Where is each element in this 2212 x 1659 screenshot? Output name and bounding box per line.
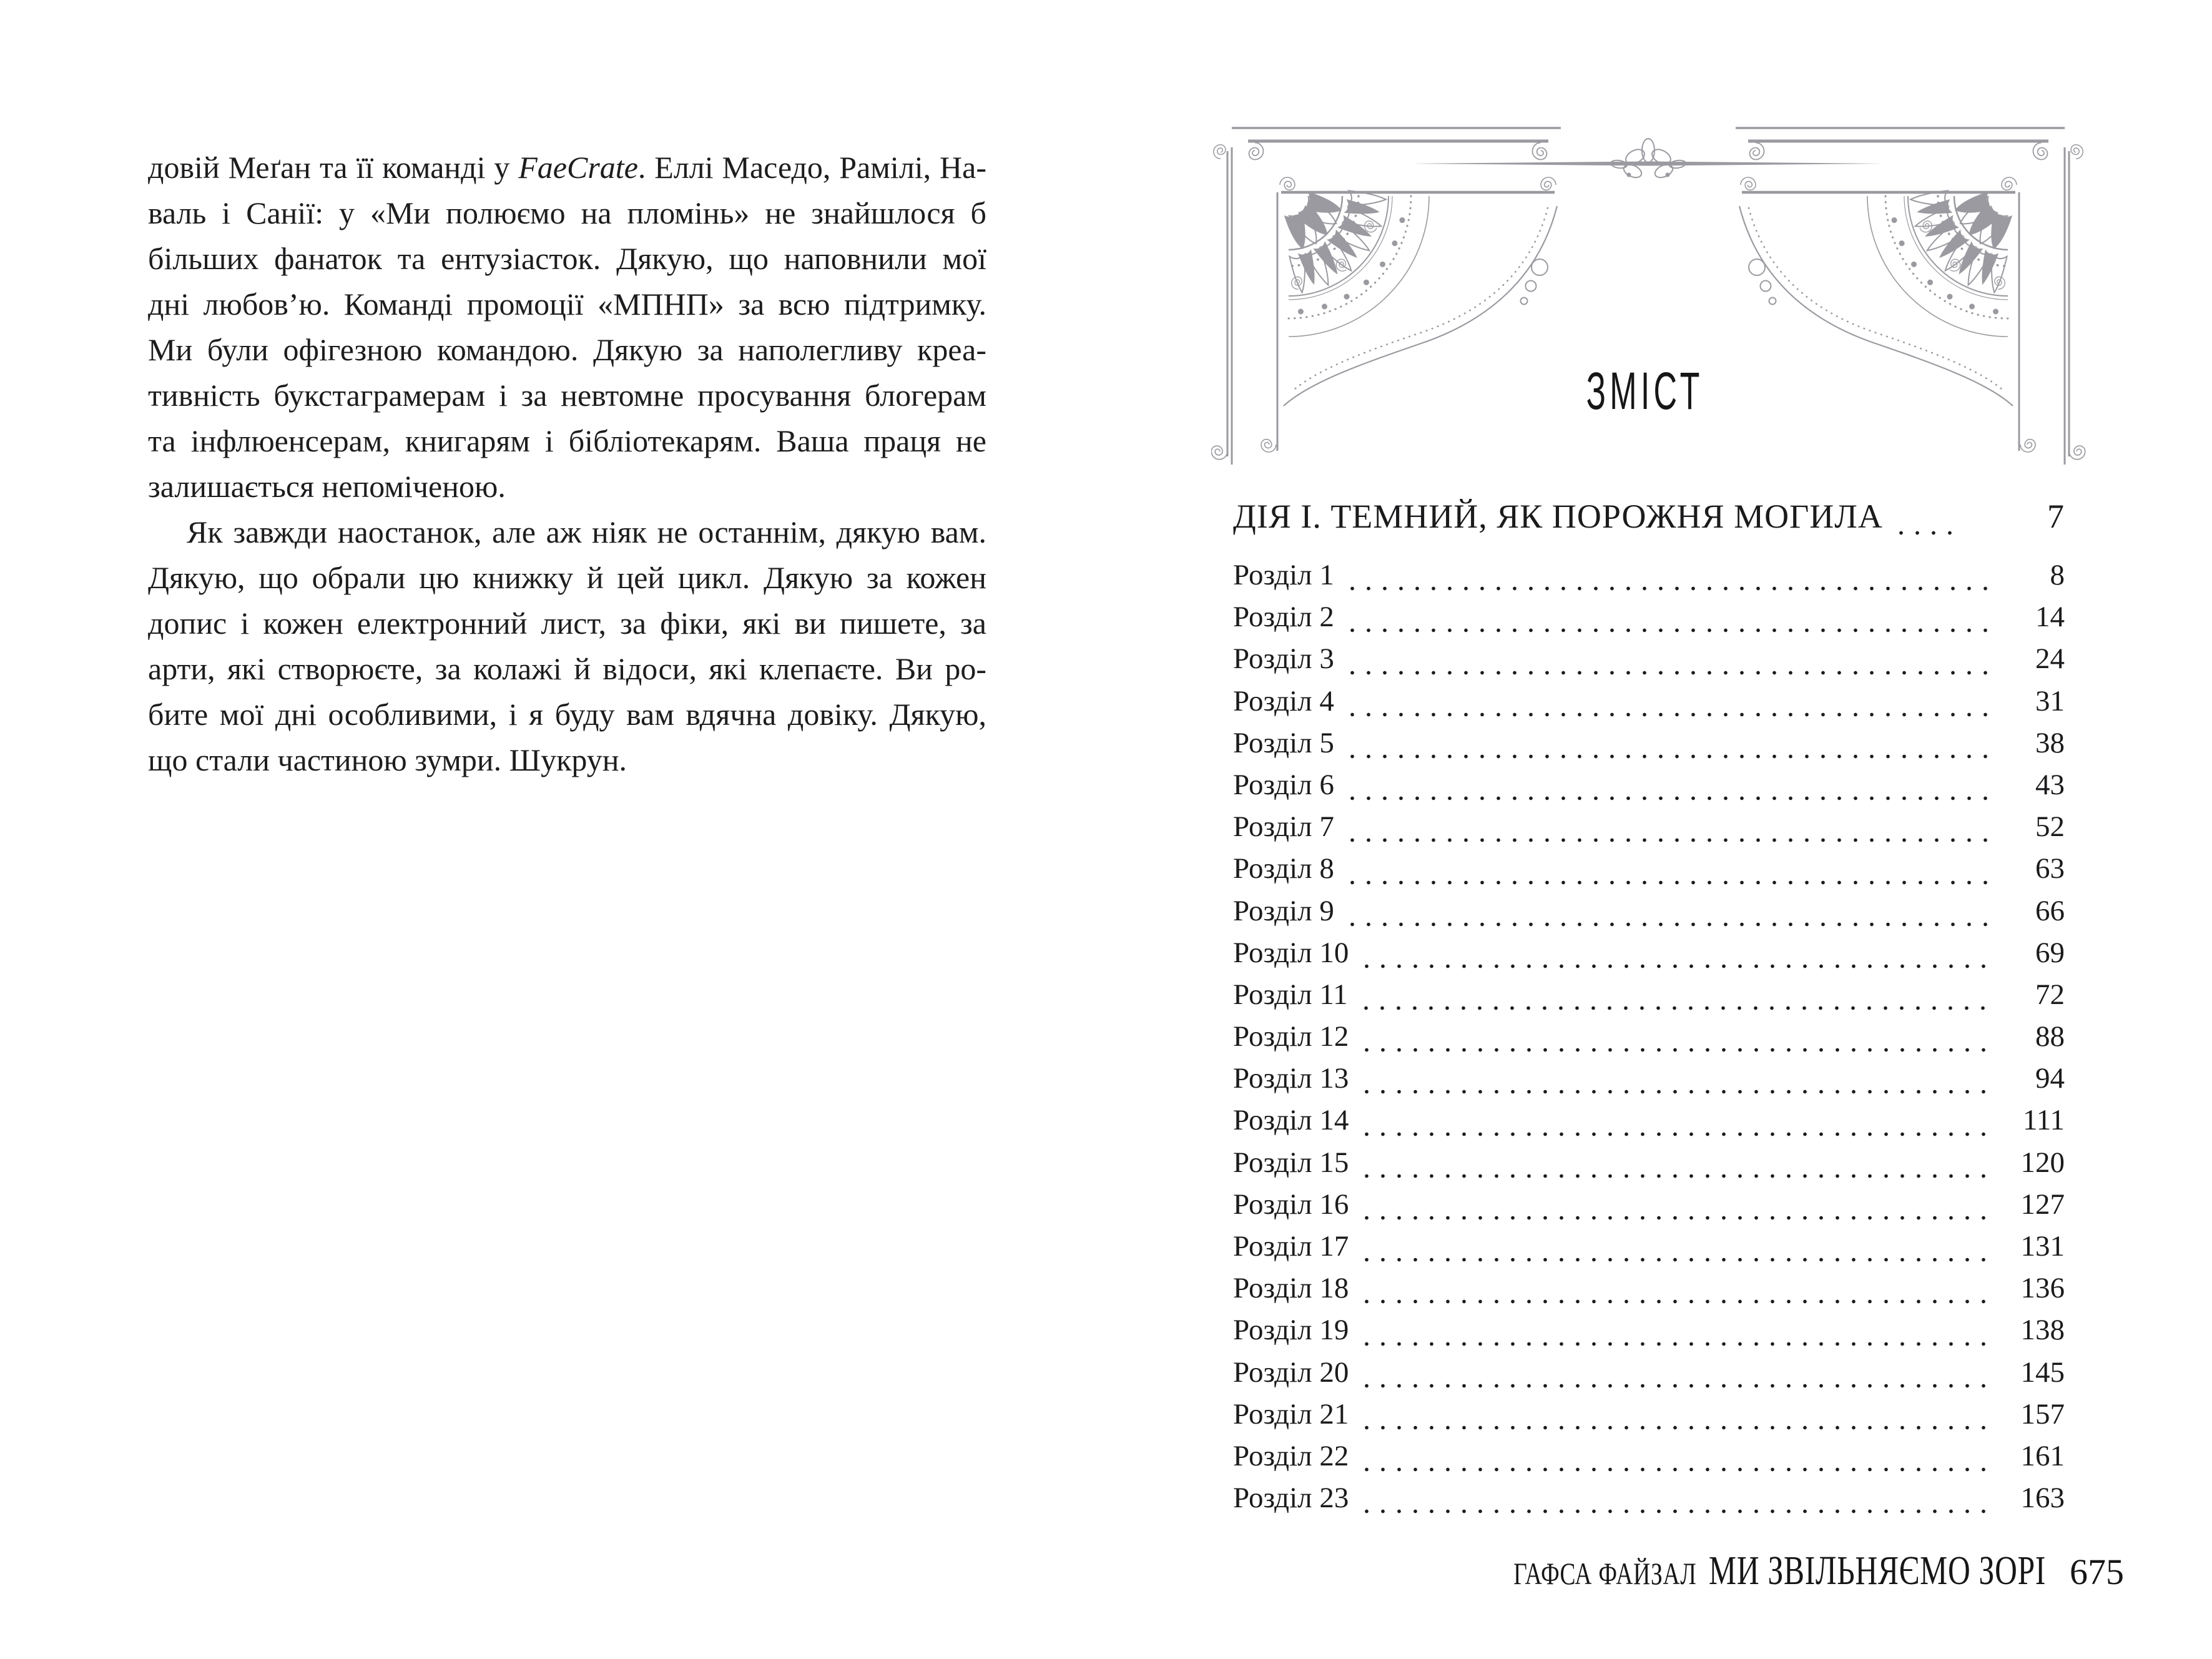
dot-leader xyxy=(1359,1216,1990,1220)
toc-entry xyxy=(1233,726,2065,768)
toc-entry-page: 157 xyxy=(2020,1397,2065,1430)
frame-left-half xyxy=(1211,128,1561,465)
toc-entry-page: 131 xyxy=(2020,1230,2065,1263)
toc-entry-page: 52 xyxy=(2035,810,2065,844)
text-line: залишається непоміченою. xyxy=(148,469,506,504)
toc-entry-page: 161 xyxy=(2020,1439,2065,1472)
toc-entry xyxy=(1233,1481,2065,1523)
toc-entry-page: 63 xyxy=(2035,852,2065,885)
toc-entry-page: 127 xyxy=(2020,1188,2065,1221)
text-line: валь і Санії: у «Ми полюємо на пломінь» не знайшлося б xyxy=(148,195,986,230)
dot-leader xyxy=(1893,531,1962,535)
page-number: 675 xyxy=(2070,1552,2124,1592)
toc-entry xyxy=(1233,894,2065,936)
toc-entry-page: 69 xyxy=(2035,936,2065,969)
text-run: довій Меґан та її команді у xyxy=(148,150,519,185)
toc-entry-label: Розділ 8 xyxy=(1233,852,1334,885)
toc-entry-label: Розділ 2 xyxy=(1233,601,1334,634)
dot-leader xyxy=(1344,838,1990,842)
dot-leader xyxy=(1344,796,1990,800)
dot-leader xyxy=(1359,1425,1990,1430)
text-line: та інфлюенсерам, книгарям і бібліотекарям. Ваша праця не xyxy=(148,423,986,458)
toc-entry-page: 72 xyxy=(2035,978,2065,1011)
toc-entry-label: Розділ 4 xyxy=(1233,684,1334,717)
text-line: арти, які створюєте, за колажі й відоси, які клепаєте. Ви ро- xyxy=(148,651,986,686)
text-line: Дякую, що обрали цю книжку й цей цикл. Дякую за кожен xyxy=(148,560,986,595)
text-run-italic: FaeCrate xyxy=(518,150,638,185)
toc-part-page: 7 xyxy=(2047,498,2065,535)
dot-leader xyxy=(1359,1132,1990,1136)
toc-entry-page: 38 xyxy=(2035,726,2065,759)
dot-leader xyxy=(1359,1384,1990,1388)
toc-entry xyxy=(1233,558,2065,600)
toc-entry-label: Розділ 23 xyxy=(1233,1482,1349,1515)
toc-entry xyxy=(1233,1188,2065,1229)
toc-entry-label: Розділ 10 xyxy=(1233,936,1349,969)
running-footer xyxy=(1336,1547,2124,1595)
toc-entry xyxy=(1233,1313,2065,1355)
toc-entry xyxy=(1233,978,2065,1020)
toc-entry xyxy=(1233,600,2065,642)
toc-entry-page: 43 xyxy=(2035,768,2065,801)
dot-leader xyxy=(1359,1509,1990,1514)
toc-entry-page: 138 xyxy=(2020,1314,2065,1347)
toc-entry-label: Розділ 3 xyxy=(1233,642,1334,676)
toc-entry xyxy=(1233,1356,2065,1397)
toc-entry xyxy=(1233,1271,2065,1313)
text-line: що стали частиною зумри. Шукрун. xyxy=(148,742,627,777)
dot-leader xyxy=(1359,1467,1990,1472)
toc-entry-page: 88 xyxy=(2035,1020,2065,1053)
toc-entry-page: 24 xyxy=(2035,642,2065,676)
toc-entry xyxy=(1233,1020,2065,1061)
toc-entry xyxy=(1233,1229,2065,1271)
toc-entry-page: 31 xyxy=(2035,684,2065,717)
dot-leader xyxy=(1359,1048,1990,1052)
toc-entry-label: Розділ 9 xyxy=(1233,894,1334,927)
toc-part-label: ДІЯ І. ТЕМНИЙ, ЯК ПОРОЖНЯ МОГИЛА xyxy=(1233,498,1883,535)
dot-leader xyxy=(1344,628,1990,633)
running-footer-titles xyxy=(1513,1547,2046,1595)
text-line: дні любов’ю. Команді промоції «МПНП» за всю підтримку. xyxy=(148,287,986,322)
author-name: ГАФСА ФАЙЗАЛ xyxy=(1513,1556,1697,1591)
dot-leader xyxy=(1358,1006,1990,1010)
toc-part-header xyxy=(1233,497,2065,546)
dot-leader xyxy=(1359,1342,1990,1346)
toc-entry xyxy=(1233,852,2065,893)
dot-leader xyxy=(1359,1258,1990,1262)
toc-entry xyxy=(1233,1103,2065,1145)
frame-right-half xyxy=(1736,128,2085,465)
contents-title xyxy=(1548,362,1742,420)
toc-entry-page: 120 xyxy=(2020,1146,2065,1179)
chapter-frame-ornament xyxy=(1211,114,2098,476)
dot-leader xyxy=(1359,1174,1990,1178)
toc-entry-label: Розділ 11 xyxy=(1233,978,1348,1011)
toc-entry-label: Розділ 18 xyxy=(1233,1272,1349,1305)
toc-entry-label: Розділ 5 xyxy=(1233,726,1334,759)
toc-entry-label: Розділ 15 xyxy=(1233,1146,1349,1179)
text-line: бите мої дні особливими, і я буду вам вдячна довіку. Дякую, xyxy=(148,697,986,732)
toc-entry-label: Розділ 7 xyxy=(1233,810,1334,844)
toc-entry-label: Розділ 14 xyxy=(1233,1104,1349,1137)
toc-entry-page: 111 xyxy=(2022,1104,2065,1137)
dot-leader xyxy=(1359,1090,1990,1094)
text-line xyxy=(148,145,986,190)
toc-entry-label: Розділ 22 xyxy=(1233,1439,1349,1472)
toc-entry-page: 163 xyxy=(2020,1482,2065,1515)
contents-title-text: ЗМІСТ xyxy=(1586,362,1704,420)
dot-leader xyxy=(1344,922,1990,927)
toc-entry xyxy=(1233,1439,2065,1481)
text-line: допис і кожен електронний лист, за фіки, які ви пишете, за xyxy=(148,606,986,641)
toc-entry-label: Розділ 20 xyxy=(1233,1356,1349,1389)
toc-entry-label: Розділ 13 xyxy=(1233,1062,1349,1095)
toc-entry xyxy=(1233,684,2065,726)
toc-entry-page: 94 xyxy=(2035,1062,2065,1095)
dot-leader xyxy=(1344,754,1990,759)
dot-leader xyxy=(1344,586,1990,591)
dot-leader xyxy=(1359,964,1990,968)
toc-entry-page: 66 xyxy=(2035,894,2065,927)
dot-leader xyxy=(1344,671,1990,675)
toc-entry xyxy=(1233,768,2065,810)
toc-entry-page: 14 xyxy=(2035,601,2065,634)
text-line: Як завжди наостанок, але аж ніяк не останнім, дякую вам. xyxy=(187,514,986,549)
toc-entry xyxy=(1233,936,2065,978)
toc-entry xyxy=(1233,642,2065,684)
toc-entry-label: Розділ 19 xyxy=(1233,1314,1349,1347)
book-title: МИ ЗВІЛЬНЯЄМО ЗОРІ xyxy=(1708,1548,2046,1593)
toc-entry-label: Розділ 21 xyxy=(1233,1397,1349,1430)
text-line: Ми були офігезною командою. Дякую за наполегливу креа- xyxy=(148,332,986,367)
toc-entry xyxy=(1233,1397,2065,1439)
toc-entry-label: Розділ 17 xyxy=(1233,1230,1349,1263)
dot-leader xyxy=(1344,712,1990,717)
text-run: . Еллі Маседо, Рамілі, На- xyxy=(637,150,986,185)
toc-entry-page: 145 xyxy=(2020,1356,2065,1389)
text-line: тивність букстаграмерам і за невтомне просування блогерам xyxy=(148,378,986,413)
toc-entry-label: Розділ 12 xyxy=(1233,1020,1349,1053)
dot-leader xyxy=(1344,880,1990,885)
toc-entry-page: 8 xyxy=(2050,559,2065,591)
toc-entry xyxy=(1233,810,2065,852)
toc-entry xyxy=(1233,1061,2065,1103)
toc-entry-label: Розділ 16 xyxy=(1233,1188,1349,1221)
dot-leader xyxy=(1359,1299,1990,1304)
center-flourish xyxy=(1412,139,1884,180)
acknowledgments-text xyxy=(148,145,986,783)
toc-entry-page: 136 xyxy=(2020,1272,2065,1305)
toc-entry-label: Розділ 6 xyxy=(1233,768,1334,801)
toc-entry xyxy=(1233,1146,2065,1188)
text-line: більших фанаток та ентузіасток. Дякую, що наповнили мої xyxy=(148,241,986,276)
toc-entry-label: Розділ 1 xyxy=(1233,559,1334,591)
table-of-contents xyxy=(1233,497,2065,1523)
